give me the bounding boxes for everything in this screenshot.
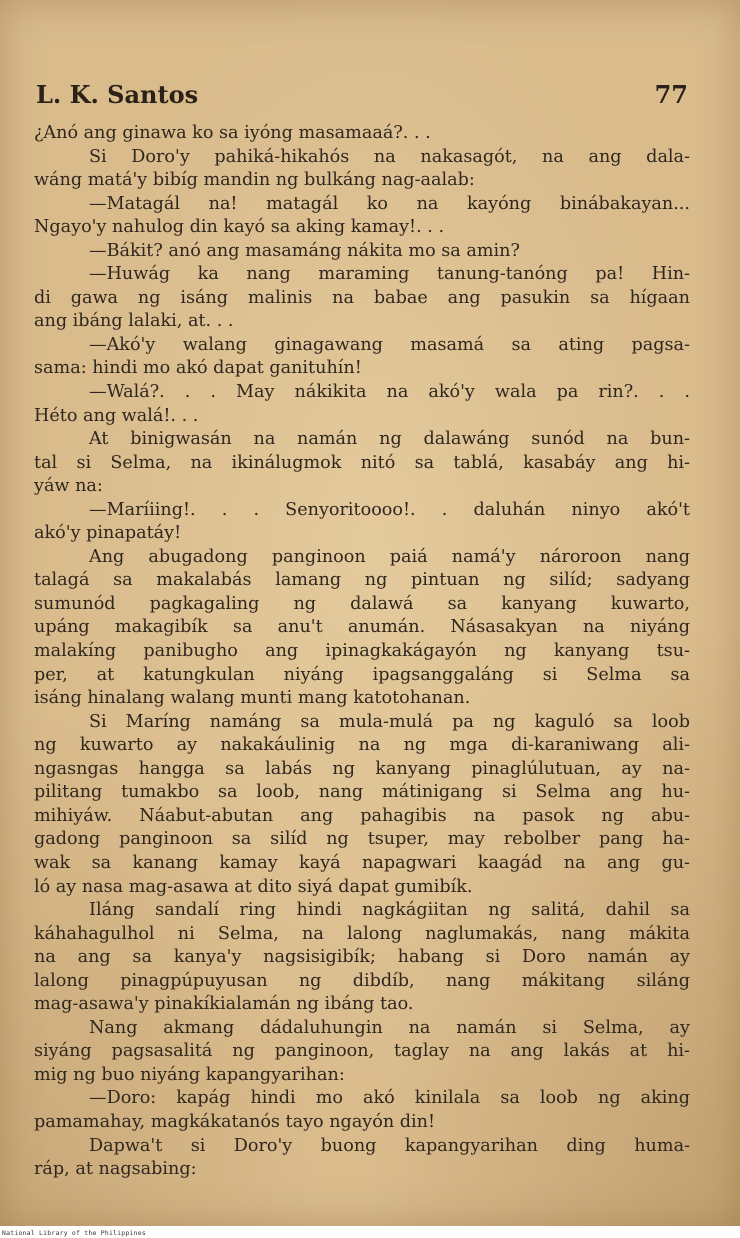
text-line: At binigwasán na namán ng dalawáng sunód na bun- <box>89 429 690 450</box>
text-line: Iláng sandalí ring hindi nagkágiitan ng salitá, dahil sa <box>89 900 690 921</box>
text-line: mig ng buo niyáng kapangyarihan: <box>34 1064 345 1085</box>
text-line: di gawa ng isáng malinis na babae ang pasukin sa hígaan <box>34 287 690 308</box>
text-line: gadong panginoon sa silíd ng tsuper, may rebolber pang ha- <box>34 829 690 850</box>
text-line: —Maríiing!. . . Senyoritoooo!. . daluhán ninyo akó't <box>89 499 690 520</box>
text-line: ng kuwarto ay nakakáulinig na ng mga di-karaniwang ali- <box>34 735 690 756</box>
text-line: pilitang tumakbo sa loob, nang mátinigang si Selma ang hu- <box>34 782 690 803</box>
text-line: —Doro: kapág hindi mo akó kinilala sa loob ng aking <box>89 1088 690 1109</box>
text-line: —Huwág ka nang maraming tanung-tanóng pa! Hin- <box>89 264 690 285</box>
page-number: 77 <box>654 80 688 109</box>
text-line: káhahagulhol ni Selma, na lalong naglumakás, nang mákita <box>34 923 690 944</box>
running-head-author: L. K. Santos <box>36 80 199 109</box>
text-line: ló ay nasa mag-asawa at dito siyá dapat gumibík. <box>34 876 473 897</box>
text-line: ráp, at nagsabing: <box>34 1159 197 1180</box>
text-line: siyáng pagsasalitá ng panginoon, taglay na ang lakás at hi- <box>34 1041 690 1062</box>
text-line: yáw na: <box>34 476 103 497</box>
text-line: Si Maríng namáng sa mula-mulá pa ng kaguló sa loob <box>89 711 690 732</box>
text-line: —Matagál na! matagál ko na kayóng binábakayan... <box>89 193 690 214</box>
text-line: Dapwa't si Doro'y buong kapangyarihan ding huma- <box>89 1135 690 1156</box>
text-line: ¿Anó ang ginawa ko sa iyóng masamaaá?. . . <box>34 123 431 143</box>
text-line: mihiyáw. Náabut-abutan ang pahagibis na pasok ng abu- <box>34 805 690 826</box>
text-line: wáng matá'y bibíg mandin ng bulkáng nag-aalab: <box>34 170 475 191</box>
text-line: ang ibáng lalaki, at. . . <box>34 311 234 332</box>
text-line: talagá sa makalabás lamang ng pintuan ng silíd; sadyang <box>34 570 690 591</box>
text-line: per, at katungkulan niyáng ipagsanggaláng si Selma sa <box>34 664 690 685</box>
text-line: Nang akmang dádaluhungin na namán si Selma, ay <box>89 1017 690 1038</box>
text-line: Ang abugadong panginoon paiá namá'y nároroon nang <box>89 546 690 567</box>
text-line: upáng makagibík sa anu't anumán. Násasakyan na niyáng <box>34 617 690 638</box>
text-line: —Walá?. . . May nákikita na akó'y wala pa rin?. . . <box>89 382 690 403</box>
text-line: sumunód pagkagaling ng dalawá sa kanyang kuwarto, <box>34 593 690 614</box>
text-line: mag-asawa'y pinakíkialamán ng ibáng tao. <box>34 994 414 1015</box>
text-line: akó'y pinapatáy! <box>34 523 182 544</box>
library-credit: National Library of the Philippines <box>2 1229 146 1237</box>
text-line: wak sa kanang kamay kayá napagwari kaagád na ang gu- <box>34 852 690 873</box>
text-line: sama: hindi mo akó dapat ganituhín! <box>34 358 362 379</box>
page-header <box>36 80 688 114</box>
text-line: lalong pinagpúpuyusan ng dibdíb, nang mákitang siláng <box>34 970 690 991</box>
text-line: isáng hinalang walang munti mang katotohanan. <box>34 688 471 709</box>
text-line: malakíng panibugho ang ipinagkakágayón ng kanyang tsu- <box>34 641 690 662</box>
body-text <box>34 122 690 1182</box>
text-line: Héto ang walá!. . . <box>34 405 199 426</box>
text-line: —Akó'y walang ginagawang masamá sa ating pagsa- <box>89 334 690 355</box>
text-line: pamamahay, magkákatanós tayo ngayón din! <box>34 1111 436 1132</box>
text-line: tal si Selma, na ikinálugmok nitó sa tablá, kasabáy ang hi- <box>34 452 690 473</box>
text-line: Si Doro'y pahiká-hikahós na nakasagót, na ang dala- <box>89 146 690 167</box>
text-line: ngasngas hangga sa labás ng kanyang pinaglúlutuan, ay na- <box>34 758 690 779</box>
text-line: Ngayo'y nahulog din kayó sa aking kamay!. . . <box>34 217 445 238</box>
text-line: na ang sa kanya'y nagsisigibík; habang si Doro namán ay <box>34 947 690 968</box>
text-line: —Bákit? anó ang masamáng nákita mo sa amin? <box>89 240 520 261</box>
